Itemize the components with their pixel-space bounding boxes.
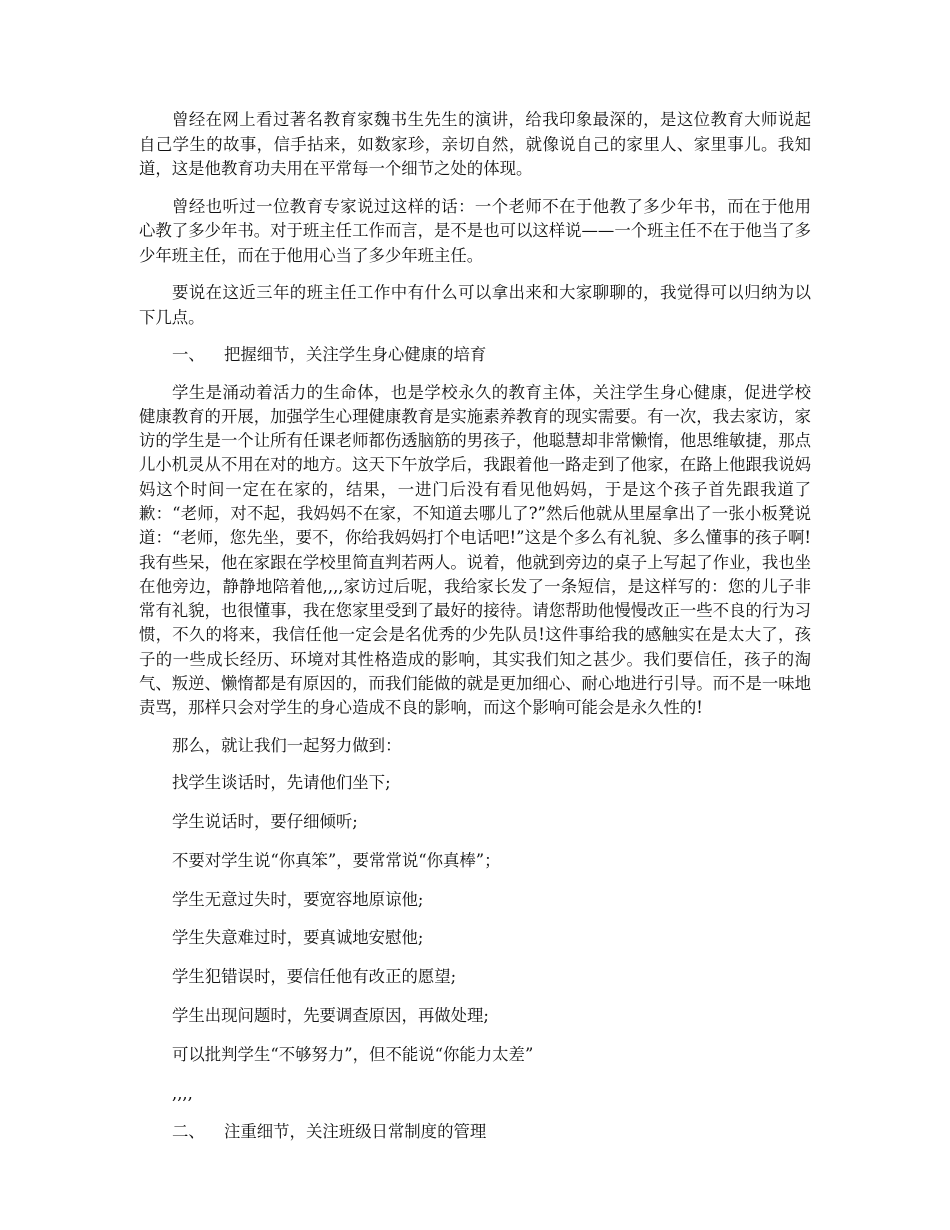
paragraph-expert-quote: 曾经也听过一位教育专家说过这样的话：一个老师不在于他教了多少年书，而在于他用心教了多少年书。对于班主任工作而言，是不是也可以这样说——一个班主任不在于他当了多少年班主任，而在于他用心当了多少年班主任。 [139, 196, 812, 265]
list-item: 学生说话时，要仔细倾听; [172, 811, 358, 831]
list-item: 可以批判学生“不够努力”，但不能说“你能力太差” [172, 1044, 534, 1064]
list-item: 学生无意过失时，要宽容地原谅他; [172, 889, 424, 909]
list-item: 不要对学生说“你真笨”，要常常说“你真棒”； [172, 850, 501, 870]
paragraph-summary: 要说在这近三年的班主任工作中有什么可以拿出来和大家聊聊的，我觉得可以归纳为以下几点。 [139, 283, 811, 327]
section-number: 一、 [172, 345, 205, 364]
paragraph-home-visit-story: 学生是涌动着活力的生命体，也是学校永久的教育主体，关注学生身心健康，促进学校健康教育的开展，加强学生心理健康教育是实施素养教育的现实需要。有一次，我去家访，家访的学生是一个让所有任课老师都伤透脑筋的男孩子，他聪慧却非常懒惰，他思维敏捷，那点儿小机灵从不用在对的地方。这天下午放学后，我跟着他一路走到了他家，在路上他跟我说妈妈这个时间一定在在家的，结果，一进门后没有看见他妈妈，于是这个孩子首先跟我道了歉：“老师，对不起，我妈妈不在家，不知道去哪儿了?”然后他就从里屋拿出了一张小板凳说道：“老师，您先坐，要不，你给我妈妈打个电话吧!”这是个多么有礼貌、多么懂事的孩子啊!我有些呆，他在家跟在学校里简直判若两人。说着，他就到旁边的桌子上写起了作业，我也坐在他旁边，静静地陪着他,,,,家访过后呢，我给家长发了一条短信，是这样写的：您的儿子非常有礼貌，也很懂事，我在您家里受到了最好的接待。请您帮助他慢慢改正一些不良的行为习惯，不久的将来，我信任他一定会是名优秀的少先队员!这件事给我的感触实在是太大了，孩子的一些成长经历、环境对其性格造成的影响，其实我们知之甚少。我们要信任，孩子的淘气、叛逆、懒惰都是有原因的，而我们能做的就是更加细心、耐心地进行引导。而不是一味地责骂，那样只会对学生的身心造成不良的影响，而这个影响可能会是永久性的! [139, 382, 812, 718]
section-heading-1 [139, 343, 811, 368]
list-item: 学生犯错误时，要信任他有改正的愿望; [172, 967, 457, 987]
section-heading-2 [139, 1120, 811, 1145]
section-title: 注重细节，关注班级日常制度的管理 [224, 1122, 487, 1142]
section-title: 把握细节，关注学生身心健康的培育 [224, 345, 487, 364]
paragraph-lead-in: 那么，就让我们一起努力做到： [172, 735, 402, 755]
list-item: 找学生谈话时，先请他们坐下; [172, 773, 391, 793]
guideline-list [139, 771, 811, 1067]
section-number: 二、 [172, 1122, 205, 1142]
ellipsis-mark: ,,,, [172, 1083, 193, 1103]
document-body [139, 108, 811, 1158]
list-item: 学生出现问题时，先要调查原因，再做处理; [172, 1005, 489, 1025]
paragraph-intro: 曾经在网上看过著名教育家魏书生先生的演讲，给我印象最深的，是这位教育大师说起自己学生的故事，信手拈来，如数家珍，亲切自然，就像说自己的家里人、家里事儿。我知道，这是他教育功夫用在平常每一个细节之处的体现。 [139, 110, 811, 178]
list-item: 学生失意难过时，要真诚地安慰他; [172, 928, 424, 948]
